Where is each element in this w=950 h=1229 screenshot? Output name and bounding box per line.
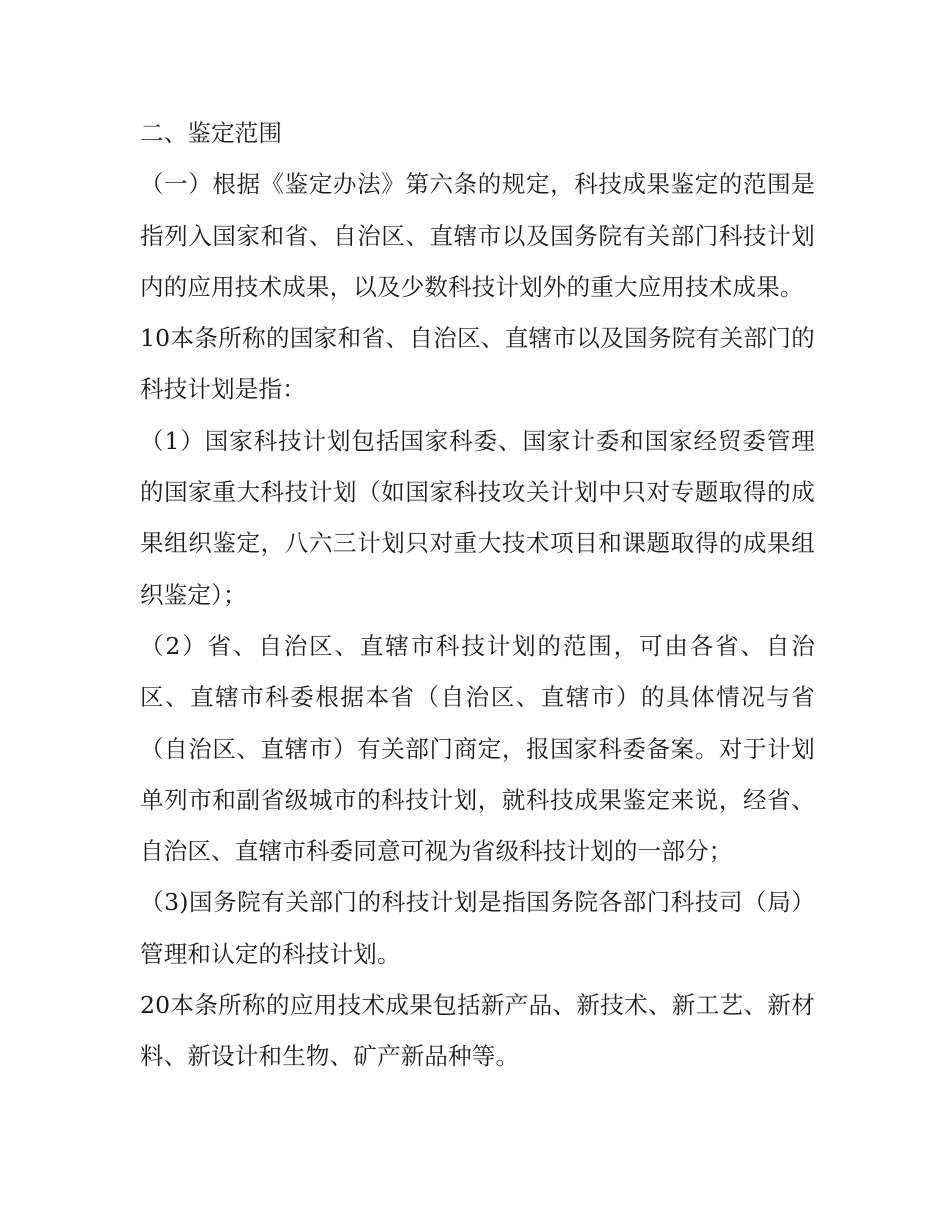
paragraph-scope-definition: （一）根据《鉴定办法》第六条的规定，科技成果鉴定的范围是指列入国家和省、自治区、直辖市以及国务院有关部门科技计划内的应用技术成果，以及少数科技计划外的重大应用技术成果。 bbox=[140, 170, 815, 301]
section-heading: 二、鉴定范围 bbox=[140, 119, 283, 147]
paragraph-provincial-plan: （2）省、自治区、直辖市科技计划的范围，可由各省、自治区、直辖市科委根据本省（自治区、直辖市）的具体情况与省（自治区、直辖市）有关部门商定，报国家科委备案。对于计划单列市和副省级城市的科技计划，就科技成果鉴定来说，经省、自治区、直辖市科委同意可视为省级科技计划的一部分； bbox=[140, 631, 815, 866]
paragraph-plan-intro: 10本条所称的国家和省、自治区、直辖市以及国务院有关部门的科技计划是指： bbox=[140, 324, 815, 404]
paragraph-state-council-plan: （3)国务院有关部门的科技计划是指国务院各部门科技司（局）管理和认定的科技计划。 bbox=[140, 888, 815, 968]
document-body bbox=[140, 108, 815, 1083]
paragraph-applied-results: 20本条所称的应用技术成果包括新产品、新技术、新工艺、新材料、新设计和生物、矿产新品种等。 bbox=[140, 991, 815, 1071]
paragraph-national-plan: （1）国家科技计划包括国家科委、国家计委和国家经贸委管理的国家重大科技计划（如国家科技攻关计划中只对专题取得的成果组织鉴定，八六三计划只对重大技术项目和课题取得的成果组织鉴定）； bbox=[140, 426, 815, 609]
